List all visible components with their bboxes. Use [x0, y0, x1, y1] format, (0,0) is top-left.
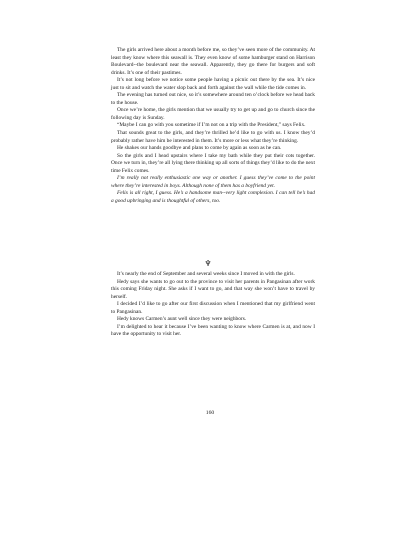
paragraph: It’s nearly the end of September and several weeks since I moved in with the girls. — [117, 271, 295, 277]
section-two — [111, 271, 315, 339]
section-break-ornament: ♆ — [204, 259, 212, 268]
section-one — [111, 47, 315, 205]
paragraph: It’s not long before we notice some people having a picnic out there by the sea. It’s nice just to sit and watch the water slop back and forth against the wall while the tide comes in. — [111, 77, 315, 91]
paragraph: That sounds great to the girls, and they’re thrilled he’d like to go with us. I know they’d probably rather have him be interested in them. It’s more or less what they’re thinking. — [111, 130, 315, 144]
page-number: 160 — [205, 410, 215, 416]
paragraph: Once we’re home, the girls mention that we usually try to get up and go to church since the following day is Sunday. — [111, 107, 315, 121]
italic-paragraph: Felix is all right, I guess. He’s a handsome man--very light complexion. I can tell he’s had a good upbringing and is thoughtful of others, too. — [111, 190, 315, 204]
paragraph: The evening has turned out nice, so it’s somewhere around ten o’clock before we head back to the house. — [111, 92, 315, 106]
paragraph: He shakes our hands goodbye and plans to come by again as soon as he can. — [117, 145, 282, 152]
paragraph: I’m delighted to hear it because I’ve been wanting to know where Carmen is at, and now I have the opportunity to visit her. — [111, 323, 315, 338]
paragraph: The girls arrived here about a month before me, so they’ve seen more of the community. At least they know where this seawall is. They even know of some hamburger stand on Harrison Boulevard--the boulevard near the seawall. Apparently, they go there for burgers and soft drinks. It’s one of their pastimes. — [111, 47, 315, 76]
paragraph: “Maybe I can go with you sometime if I’m not on a trip with the President,” says Felix. — [117, 122, 306, 129]
italic-paragraph: I’m really not really enthusiastic one way or another. I guess they’ve come to the point where they’re interested in boys. Although none of them has a boyfriend yet. — [111, 175, 315, 189]
paragraph: Hedy knows Carmen’s aunt well since they were neighbors. — [117, 316, 247, 323]
paragraph: Hedy says she wants to go out to the province to visit her parents in Pangasinan after work this coming Friday night. She asks if I want to go, and that way she won’t have to travel by herself. — [111, 278, 315, 300]
paragraph: I decided I’d like to go after our first discussion when I mentioned that my girlfriend went to Pangasinan. — [111, 301, 315, 315]
paragraph: So the girls and I head upstairs where I take my bath while they put their cots together. Once we turn in, they’re all lying there thinking up all sorts of things they’d like to do the next time Felix comes. — [111, 152, 315, 174]
